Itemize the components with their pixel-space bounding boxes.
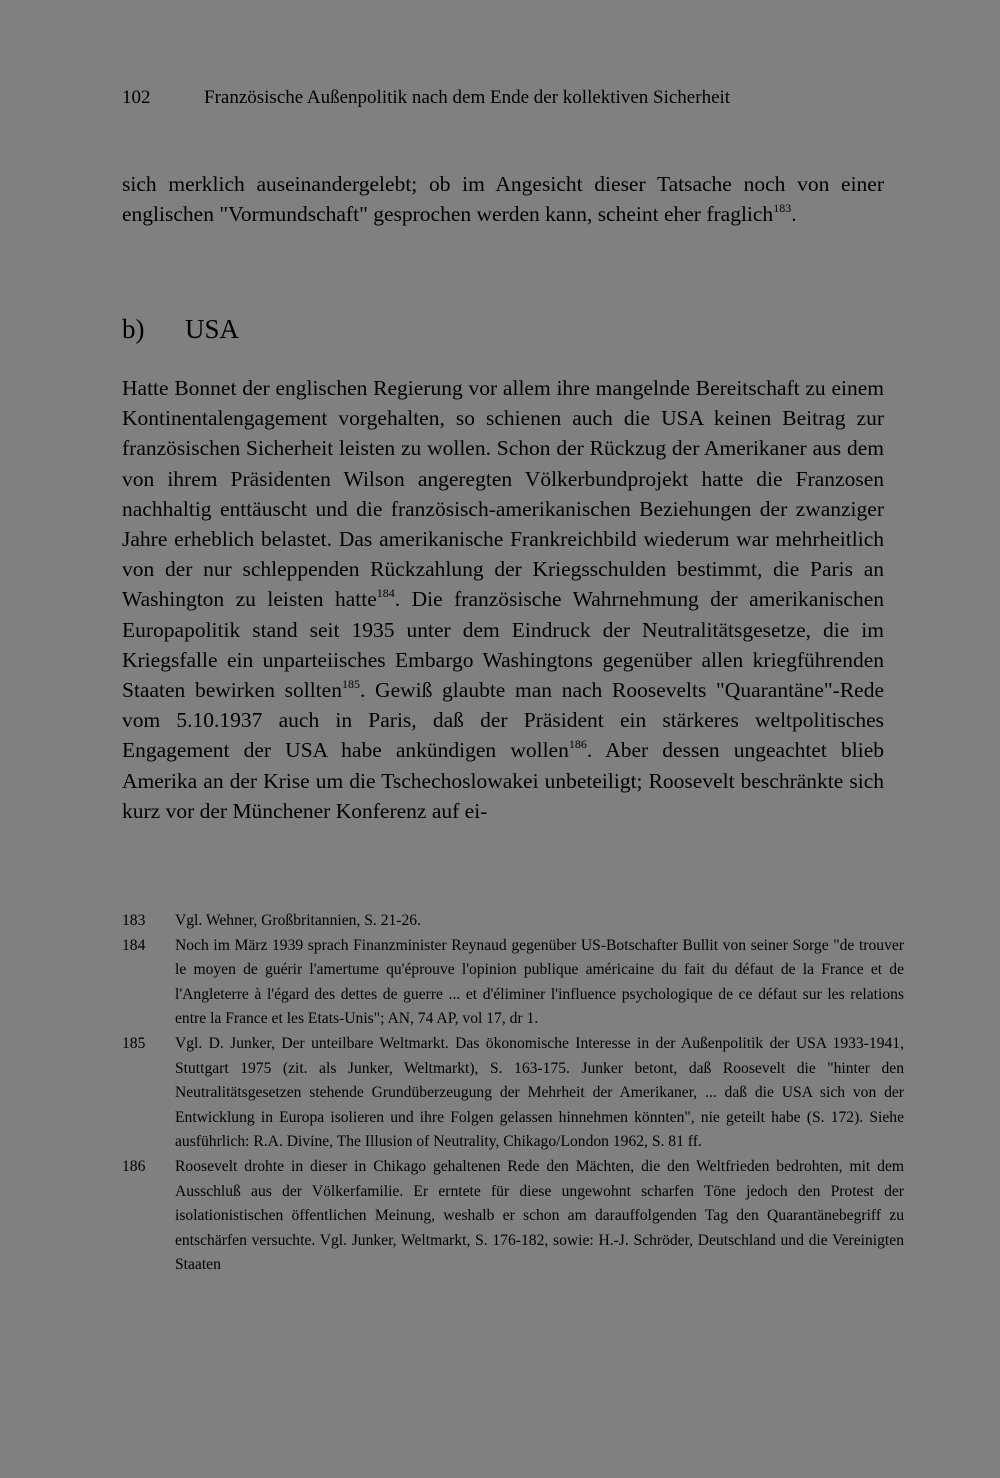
paragraph-usa <box>122 373 884 826</box>
footnote <box>122 1155 904 1278</box>
paragraph-text: Hatte Bonnet der englischen Regierung vor allem ihre mangelnde Bereitschaft zu einem Kontinentalengagement vorgehalten, so schienen auch die USA keinen Beitrag zur französischen Sicherheit leisten zu wollen. Schon der Rückzug der Amerikaner aus dem von ihrem Präsidenten Wilson angeregten Völkerbundprojekt hatte die Franzosen nachhaltig enttäuscht und die französisch-amerikanischen Beziehungen der zwanziger Jahre erheblich belastet. Das amerikanische Frankreichbild wiederum war mehrheitlich von der nur schleppenden Rückzahlung der Kriegsschulden bestimmt, die Paris an Washington zu leisten hatte <box>122 376 884 612</box>
footnote-reference[interactable]: 185 <box>341 677 360 692</box>
section-title: USA <box>185 314 240 344</box>
running-title: Französische Außenpolitik nach dem Ende der kollektiven Sicherheit <box>204 87 731 108</box>
paragraph-text: sich merklich auseinandergelebt; ob im Angesicht dieser Tatsache noch von einer englischen "Vormundschaft" gesprochen werden kann, scheint eher fraglich <box>122 172 884 227</box>
page-number: 102 <box>122 87 151 108</box>
paragraph-text: . Die französische Wahrnehmung der amerikanischen Europapolitik stand seit 1935 unter dem Eindruck der Neutralitätsgesetze, die im Kriegsfalle ein unparteiisches Embargo Washingtons gegenüber allen kriegführenden Staaten bewirken sollten <box>122 587 884 703</box>
section-heading <box>122 312 239 346</box>
footnote-number: 183 <box>122 912 146 929</box>
footnote <box>122 1032 904 1155</box>
footnotes <box>122 909 904 1278</box>
footnote-number: 186 <box>122 1157 146 1175</box>
footnote-number: 185 <box>122 1034 146 1052</box>
paragraph-text: . Gewiß glaubte man nach Roosevelts "Quarantäne"-Rede vom 5.10.1937 auch in Paris, daß der Präsident ein stärkeres weltpolitisches Engagement der USA habe ankündigen wollen <box>122 678 885 763</box>
footnote-reference[interactable]: 186 <box>568 737 587 752</box>
footnote-reference[interactable]: 184 <box>376 586 395 601</box>
paragraph-text: . Aber dessen ungeachtet blieb Amerika an der Krise um die Tschechoslowakei unbeteiligt; Roosevelt beschränkte sich kurz vor der Münchener Konferenz auf ei- <box>122 738 884 823</box>
paragraph-text-tail: . <box>791 202 797 227</box>
footnote <box>122 934 904 1032</box>
footnote <box>122 909 904 934</box>
footnote-text: Noch im März 1939 sprach Finanzminister Reynaud gegenüber US-Botschafter Bullit von seiner Sorge "de trouver le moyen de guérir l'amertume qu'éprouve l'opinion publique américaine du fait du défaut de la France et de l'Angleterre à l'égard des dettes de guerre ... et d'éliminer l'influence psychologique de ce défaut sur les relations entre la France et les Etats-Unis"; AN, 74 AP, vol 17, dr 1. <box>175 936 904 1028</box>
footnote-number: 184 <box>122 936 146 954</box>
footnote-text: Vgl. D. Junker, Der unteilbare Weltmarkt. Das ökonomische Interesse in der Außenpolitik der USA 1933-1941, Stuttgart 1975 (zit. als Junker, Weltmarkt), S. 163-175. Junker betont, daß Roosevelt die "hinter den Neutralitätsgesetzen stehende Grundüberzeugung der Mehrheit der Amerikaner, ... daß die USA sich von der Entwicklung in Europa isolieren und ihre Folgen gelassen hinnehmen könnten", nie geteilt habe (S. 172). Siehe ausführlich: R.A. Divine, The Illusion of Neutrality, Chikago/London 1962, S. 81 ff. <box>175 1034 904 1151</box>
footnote-reference[interactable]: 183 <box>773 201 792 216</box>
footnote-text: Vgl. Wehner, Großbritannien, S. 21-26. <box>175 912 421 929</box>
paragraph-continued <box>122 169 884 229</box>
footnote-text: Roosevelt drohte in dieser in Chikago gehaltenen Rede den Mächten, die den Weltfrieden bedrohten, mit dem Ausschluß aus der Völkerfamilie. Er erntete für diese ungewohnt scharfen Töne jedoch den Protest der isolationistischen öffentlichen Meinung, weshalb er schon am darauffolgenden Tag den Quarantänebegriff zu entschärfen versuchte. Vgl. Junker, Weltmarkt, S. 176-182, sowie: H.-J. Schröder, Deutschland und die Vereinigten Staaten <box>175 1157 904 1274</box>
running-head <box>122 86 882 110</box>
section-letter: b) <box>122 314 145 344</box>
